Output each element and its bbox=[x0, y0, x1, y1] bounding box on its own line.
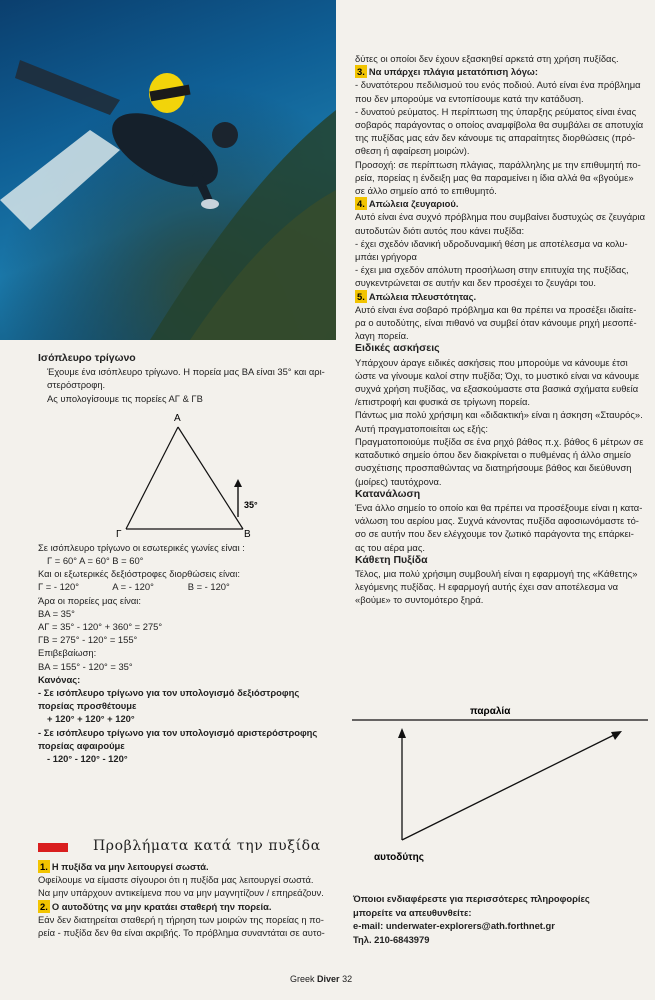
consumption-line: σο σε αυτήν που δεν ελέγχουμε τον ζωτικό παράγοντα της επάρκει- bbox=[355, 528, 634, 540]
intro-line: Έχουμε ένα ισόπλευρο τρίγωνο. Η πορεία μας ΒΑ είναι 35° και αρι- bbox=[47, 366, 325, 378]
equilateral-title: Ισόπλευρο τρίγωνο bbox=[38, 352, 136, 364]
problem-5-number: 5. bbox=[357, 290, 365, 302]
contact-email: e-mail: underwater-explorers@ath.forthnet.gr bbox=[353, 920, 555, 931]
exercises-title: Ειδικές ασκήσεις bbox=[355, 342, 440, 355]
p4-line: αυτοδυτών διότι αυτός που κάνει πυξίδα: bbox=[355, 224, 525, 236]
rule-2: - Σε ισόπλευρο τρίγωνο για τον υπολογισμό αριστερόστροφης πορείας αφαιρούμε bbox=[38, 726, 318, 751]
p4-line: μπάει γρήγορα bbox=[355, 251, 417, 263]
publication-name: Greek bbox=[290, 974, 315, 984]
p3-line: - δυνατού ρεύματος. Η περίπτωση της ύπαρξης ρεύματος είναι ένας bbox=[355, 105, 637, 117]
vertical-compass-title: Κάθετη Πυξίδα bbox=[355, 553, 428, 566]
body-line: Γ = 60° Α = 60° Β = 60° bbox=[47, 555, 144, 567]
diagonal-arrow bbox=[402, 734, 616, 840]
problem-2-title: Ο αυτοδύτης να μην κρατάει σταθερή την πορεία. bbox=[51, 900, 272, 912]
p3-line: σε άλλο σημείο από το επιθυμητό. bbox=[355, 185, 497, 197]
contact-phone: Τηλ. 210-6843979 bbox=[353, 933, 430, 945]
exercise-line: (μοίρες) ταυτόχρονα. bbox=[355, 475, 442, 487]
problem-3-title: Να υπάρχει πλάγια μετατόπιση λόγω: bbox=[368, 66, 538, 78]
body-line: Άρα οι πορείες μας είναι: bbox=[38, 594, 141, 606]
body-line: Γ = - 120° Α = - 120° Β = - 120° bbox=[38, 581, 230, 593]
problem-1-text: Οφείλουμε να είμαστε σίγουροι ότι η πυξίδα μας λειτουργεί σωστά. bbox=[38, 874, 314, 886]
p4-line: - έχει μια σχεδόν απόλυτη προσήλωση στην επιτυχία της πυξίδας, bbox=[355, 264, 629, 276]
p3-line: Προσοχή: σε περίπτωση πλάγιας, παράλληλης με την επιθυμητή πο- bbox=[355, 158, 641, 170]
problem-1-text: Να μην υπάρχουν αντικείμενα που να μην μαγνητίζουν / επηρεάζουν. bbox=[38, 887, 324, 899]
problem-1-number: 1. bbox=[40, 861, 48, 872]
rules-title: Κανόνας: bbox=[38, 673, 81, 685]
body-line: ΑΓ = 35° - 120° + 360° = 275° bbox=[38, 621, 163, 633]
p3-line: σθεση ή αφαίρεση μοιρών). bbox=[355, 145, 470, 157]
body-line: Σε ισόπλευρο τρίγωνο οι εσωτερικές γωνίες είναι : bbox=[38, 541, 245, 553]
exercise-line: συσχέτισης προσπαθώντας να διατηρήσουμε βάθος και διεύθυνση bbox=[355, 462, 632, 474]
problems-list bbox=[38, 860, 330, 939]
p5-line: Αυτό είναι ένα σοβαρό πρόβλημα και θα πρέπει να προσέξει ιδιαίτε- bbox=[355, 303, 637, 315]
body-line: ΓΒ = 275° - 120° = 155° bbox=[38, 634, 138, 646]
problem-2-text: Εάν δεν διατηρείται σταθερή η τήρηση των μοιρών της πορείας η πο- bbox=[38, 913, 324, 925]
exercise-line: Αυτή πραγματοποιείται ως εξής: bbox=[355, 422, 489, 434]
page-footer bbox=[290, 974, 352, 984]
diver-label: αυτοδύτης bbox=[374, 852, 424, 863]
vertical-line: λεγόμενης πυξίδας. Η εφαρμογή αυτής έχει σαν αποτέλεσμα να bbox=[355, 581, 619, 593]
body-line: Επιβεβαίωση: bbox=[38, 647, 97, 659]
problem-3-number: 3. bbox=[357, 66, 365, 78]
red-bar-decoration bbox=[38, 843, 68, 852]
p5-line: ρα ο αυτοδύτης, είναι πιθανό να συμβεί όταν κάνουμε ρηχή μεσοπέ- bbox=[355, 317, 637, 329]
diver-photo bbox=[0, 0, 336, 340]
diver-illustration bbox=[0, 0, 336, 340]
publication-name-bold: Diver bbox=[317, 974, 340, 984]
problem-1-title: Η πυξίδα να μην λειτουργεί σωστά. bbox=[51, 861, 209, 872]
vertex-a-label: Α bbox=[174, 412, 181, 424]
body-line: ΒΑ = 155° - 120° = 35° bbox=[38, 660, 133, 672]
exercise-line: καταδυτικό σημείο όπου δεν διακρίνεται ο πυθμένας ή άλλο σημείο bbox=[355, 449, 632, 461]
vertex-b-label: Β bbox=[244, 528, 251, 537]
vertical-line: «βούμε» το συντομότερο ξηρά. bbox=[355, 594, 484, 606]
vertex-g-label: Γ bbox=[116, 528, 122, 537]
section-heading bbox=[38, 838, 338, 858]
bearing-35-label: 35° bbox=[244, 499, 258, 510]
exercise-line: Πάντως μια πολύ χρήσιμη και «διδακτική» είναι η άσκηση «Σταυρός». bbox=[355, 409, 643, 421]
consumption-line: ας του αέρα μας. bbox=[355, 541, 425, 553]
exercise-line: /επιστροφή και φυσικά σε τρίγωνη πορεία. bbox=[355, 396, 530, 408]
p5-line: λαγη πορεία. bbox=[355, 330, 409, 342]
rule-2-value: - 120° - 120° - 120° bbox=[47, 753, 128, 765]
problem-2-text: ρεία - πυξίδα δεν θα είναι ακριβής. Το πρόβλημα συναντάται σε αυτο- bbox=[38, 927, 325, 939]
p4-line: Αυτό είναι ένα συχνό πρόβλημα που συμβαίνει δυστυχώς σε ζευγάρια bbox=[355, 211, 645, 223]
consumption-line: Ένα άλλο σημείο το οποίο και θα πρέπει να προσέξουμε είναι η κατα- bbox=[355, 501, 643, 513]
rule-1: - Σε ισόπλευρο τρίγωνο για τον υπολογισμό δεξιόστροφης πορείας προσθέτουμε bbox=[38, 687, 300, 712]
shore-diagram bbox=[350, 700, 650, 870]
vertical-arrowhead bbox=[398, 728, 406, 738]
exercise-line: Υπάρχουν άραγε ειδικές ασκήσεις που μπορούμε να κάνουμε έτσι bbox=[355, 356, 628, 368]
exercise-line: Πραγματοποιούμε πυξίδα σε ένα ρηχό βάθος π.χ. βάθος 6 μέτρων σε bbox=[355, 435, 644, 447]
problem-4-title: Απώλεια ζευγαριού. bbox=[368, 198, 459, 210]
vertical-line: Τέλος, μια πολύ χρήσιμη συμβουλή είναι η εφαρμογή της «Κάθετης» bbox=[355, 567, 638, 579]
consumption-title: Κατανάλωση bbox=[355, 487, 421, 500]
body-line: Και οι εξωτερικές δεξιόστροφες διορθώσεις είναι: bbox=[38, 568, 240, 580]
problem-2-number: 2. bbox=[40, 900, 48, 912]
contact-block bbox=[353, 892, 643, 946]
problem-5-title: Απώλεια πλευστότητας. bbox=[368, 290, 477, 302]
p3-line: της πυξίδας μας εάν δεν κάνουμε τις απαραίτητες διορθώσεις (πρό- bbox=[355, 132, 636, 144]
intro-line: Ας υπολογίσουμε τις πορείες ΑΓ & ΓΒ bbox=[47, 392, 203, 404]
p3-line: ρεία, πορείας η ένδειξη μας θα παραμείνει η ίδια αλλά θα «βγούμε» bbox=[355, 171, 634, 183]
p3-line: - δυνατότερου πεδιλισμού του ενός ποδιού. Αυτό είναι ένα πρόβλημα bbox=[355, 79, 641, 91]
left-column bbox=[38, 352, 330, 765]
section-title: Προβλήματα κατά την πυξίδα bbox=[93, 838, 321, 854]
contact-line: Όποιοι ενδιαφέρεστε για περισσότερες πληροφορίες bbox=[353, 893, 590, 904]
p3-line: που δεν μπορούμε να εντοπίσουμε κατά την κατάδυση. bbox=[355, 92, 584, 104]
exercise-line: ώστε να γίνουμε καλοί στην πυξίδα; Όχι, το μυστικό είναι να κάνουμε bbox=[355, 369, 640, 381]
right-column bbox=[355, 52, 650, 607]
consumption-line: νάλωση του αερίου μας. Συχνά κάνοντας πυξίδα αφοσιωνόμαστε τό- bbox=[355, 515, 639, 527]
intro-line: στερόστροφη. bbox=[47, 379, 106, 391]
p4-line: συγκεντρώνεται σε αυτήν και δεν προσέχει το ζευγάρι του. bbox=[355, 277, 596, 289]
rule-1-value: + 120° + 120° + 120° bbox=[47, 713, 135, 725]
problem-4-number: 4. bbox=[357, 198, 365, 210]
body-line: ΒΑ = 35° bbox=[38, 607, 75, 619]
shore-label: παραλία bbox=[470, 706, 511, 717]
p3-line: σοβαρός παράγοντας ο οποίος αναμφίβολα θα συμβάλει σε αποτυχία bbox=[355, 119, 644, 131]
p4-line: - έχει σχεδόν ιδανική υδροδυναμική θέση με αποτέλεσμα να κολυ- bbox=[355, 237, 628, 249]
contact-line: μπορείτε να απευθυνθείτε: bbox=[353, 906, 472, 918]
exercise-line: συχνά χρήση πυξίδας, να εξασκούμαστε στα βασικά σχήματα ευθεία bbox=[355, 383, 639, 395]
continuation-line: δύτες οι οποίοι δεν έχουν εξασκηθεί αρκετά στη χρήση πυξίδας. bbox=[355, 53, 619, 64]
triangle-diagram bbox=[38, 407, 330, 537]
page-number: 32 bbox=[342, 974, 353, 984]
